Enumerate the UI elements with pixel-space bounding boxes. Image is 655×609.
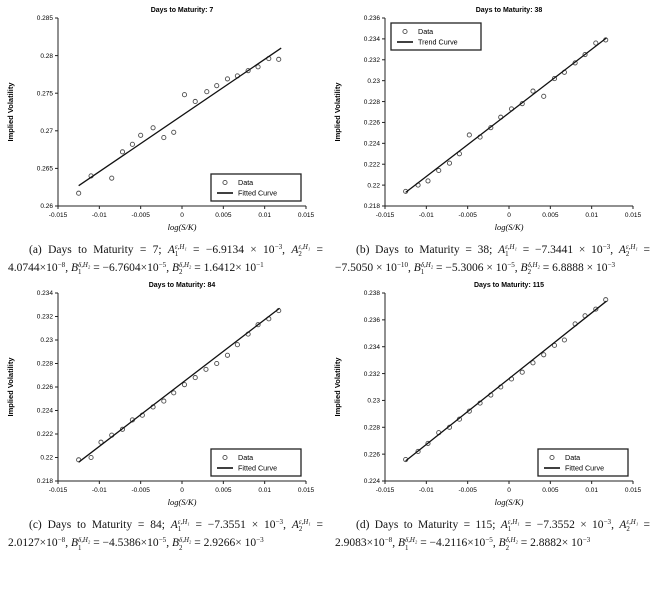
data-point xyxy=(77,191,81,195)
y-tick-label: 0.232 xyxy=(36,314,53,322)
x-tick-label: 0.015 xyxy=(297,212,315,219)
x-tick-label: 0.01 xyxy=(258,212,271,219)
x-axis-label: log(S/K) xyxy=(167,222,197,232)
y-tick-label: 0.236 xyxy=(363,15,380,23)
fit-line xyxy=(79,48,282,186)
legend-label: Data xyxy=(238,178,254,188)
y-tick-label: 0.26 xyxy=(40,203,53,211)
chart-title: Days to Maturity: 84 xyxy=(148,282,216,290)
y-tick-label: 0.228 xyxy=(363,98,380,106)
y-axis-label: Implied Volatility xyxy=(6,357,15,417)
y-tick-label: 0.222 xyxy=(363,161,380,169)
legend-label: Trend Curve xyxy=(418,37,458,47)
data-point xyxy=(437,168,441,172)
data-point xyxy=(205,90,209,94)
data-point xyxy=(193,376,197,380)
x-tick-label: 0.005 xyxy=(542,487,559,495)
y-tick-label: 0.226 xyxy=(36,384,53,392)
x-tick-label: 0.015 xyxy=(624,212,642,219)
y-tick-label: 0.232 xyxy=(363,371,380,379)
legend xyxy=(211,174,301,201)
x-tick-label: 0 xyxy=(180,212,184,219)
x-tick-label: 0.005 xyxy=(215,212,232,219)
data-point xyxy=(162,399,166,403)
x-tick-label: -0.015 xyxy=(48,487,68,495)
data-point xyxy=(215,362,219,366)
data-point xyxy=(447,161,451,165)
y-tick-label: 0.226 xyxy=(363,451,380,459)
y-tick-label: 0.275 xyxy=(36,90,53,98)
y-axis-label: Implied Volatility xyxy=(6,82,15,142)
data-point xyxy=(151,126,155,130)
data-point xyxy=(193,99,197,103)
data-point xyxy=(426,179,430,183)
x-tick-label: -0.005 xyxy=(131,212,150,219)
legend-label: Data xyxy=(238,453,254,463)
y-tick-label: 0.224 xyxy=(363,478,380,486)
panel-b xyxy=(327,2,654,277)
y-tick-label: 0.265 xyxy=(36,165,53,173)
legend xyxy=(538,449,628,476)
chart-title: Days to Maturity: 7 xyxy=(150,7,214,14)
data-point xyxy=(215,84,219,88)
plot-area xyxy=(333,282,642,507)
y-tick-label: 0.222 xyxy=(36,431,53,439)
y-tick-label: 0.234 xyxy=(363,344,380,352)
x-axis-label: log(S/K) xyxy=(167,497,197,508)
x-tick-label: 0 xyxy=(507,212,511,219)
y-tick-label: 0.226 xyxy=(363,119,380,127)
caption-a: (a) Days to Maturity = 7; A ε,H₁ 1 = $-6.9134 \times 10^{-3}$, A ε,H₁ 2 = $4.0744\times 10^{-8}$, B δ,H₂ 1 = $-6.7604\times 10^{-5}$, B δ,H₂ 2 = $1.6412\times 10^{-1}$ xyxy=(8,243,323,277)
plot-area xyxy=(6,282,315,507)
panel-a xyxy=(0,2,327,277)
x-tick-label: 0.01 xyxy=(585,487,598,495)
data-point xyxy=(120,150,124,154)
data-point xyxy=(172,391,176,395)
data-point xyxy=(110,176,114,180)
x-tick-label: -0.005 xyxy=(458,212,477,219)
data-point xyxy=(520,370,524,374)
x-axis-label: log(S/K) xyxy=(494,497,524,508)
x-tick-label: 0.015 xyxy=(624,487,642,495)
x-tick-label: -0.01 xyxy=(91,212,107,219)
caption-b: (b) Days to Maturity = 38; A ε,H₁ 1 = $-7.3441 \times 10^{-3}$, A ε,H₁ 2 = $-7.5050 \times 10^{-10}$, B δ,H₂ 1 = $-5.3006 \times 10^{-5}$, B δ,H₂ 2 = $6.8888 \times 10^{-3}$ xyxy=(335,243,650,277)
data-point xyxy=(235,343,239,347)
y-tick-label: 0.27 xyxy=(40,128,53,135)
scatter-series xyxy=(404,298,608,462)
data-point xyxy=(562,338,566,342)
x-tick-label: 0.01 xyxy=(258,487,271,495)
chart-title: Days to Maturity: 115 xyxy=(473,282,545,290)
y-tick-label: 0.23 xyxy=(367,397,380,405)
data-point xyxy=(225,353,229,357)
x-tick-label: -0.005 xyxy=(131,487,150,495)
legend-label: Fitted Curve xyxy=(238,463,278,473)
x-axis-label: log(S/K) xyxy=(494,222,524,232)
x-tick-label: -0.015 xyxy=(375,487,395,495)
y-tick-label: 0.234 xyxy=(36,290,53,298)
y-tick-label: 0.23 xyxy=(367,77,380,85)
y-tick-label: 0.224 xyxy=(363,140,380,148)
fit-line xyxy=(79,309,280,463)
plot-area xyxy=(333,7,642,232)
y-tick-label: 0.232 xyxy=(363,56,380,64)
y-tick-label: 0.218 xyxy=(36,478,53,486)
y-tick-label: 0.234 xyxy=(363,36,380,44)
x-tick-label: 0.01 xyxy=(585,212,598,219)
y-tick-label: 0.238 xyxy=(363,290,380,298)
x-tick-label: 0.015 xyxy=(297,487,315,495)
chart-days-to-maturity-115 xyxy=(327,277,652,514)
data-point xyxy=(172,130,176,134)
plot-area xyxy=(6,7,315,232)
panel-d xyxy=(327,277,654,552)
y-tick-label: 0.285 xyxy=(36,15,53,23)
panel-c xyxy=(0,277,327,552)
caption-c: (c) Days to Maturity = 84; A ε,H₁ 1 = $-7.3551 \times 10^{-3}$, A ε,H₁ 2 = $2.0127\times 10^{-8}$, B δ,H₂ 1 = $-4.5386\times 10^{-5}$, B δ,H₂ 2 = $2.9266\times 10^{-3}$ xyxy=(8,518,323,552)
x-tick-label: -0.015 xyxy=(375,212,395,219)
caption-d: (d) Days to Maturity = 115; A ε,H₁ 1 = $-7.3552 \times 10^{-3}$, A ε,H₁ 2 = $2.9083\times 10^{-8}$, B δ,H₂ 1 = $-4.2116\times 10^{-5}$, B δ,H₂ 2 = $2.8882\times 10^{-3}$ xyxy=(335,518,650,552)
legend xyxy=(211,449,301,476)
data-point xyxy=(277,57,281,61)
data-point xyxy=(182,93,186,97)
y-tick-label: 0.23 xyxy=(40,337,53,345)
legend-label: Fitted Curve xyxy=(565,463,605,473)
data-point xyxy=(130,142,134,146)
y-tick-label: 0.22 xyxy=(367,182,380,190)
fit-line xyxy=(406,301,607,461)
chart-days-to-maturity-7 xyxy=(0,2,325,239)
y-tick-label: 0.228 xyxy=(36,361,53,369)
x-tick-label: -0.01 xyxy=(418,212,434,219)
legend-label: Data xyxy=(565,453,581,463)
y-tick-label: 0.22 xyxy=(40,455,53,463)
y-tick-label: 0.28 xyxy=(40,52,53,60)
data-point xyxy=(542,94,546,98)
fit-line xyxy=(406,38,607,193)
y-tick-label: 0.224 xyxy=(36,408,53,416)
x-tick-label: 0.005 xyxy=(542,212,559,219)
data-point xyxy=(182,383,186,387)
data-point xyxy=(467,133,471,137)
data-point xyxy=(89,456,93,460)
y-tick-label: 0.236 xyxy=(363,317,380,325)
chart-title: Days to Maturity: 38 xyxy=(475,7,543,14)
x-tick-label: 0 xyxy=(507,487,511,495)
x-tick-label: 0 xyxy=(180,487,184,495)
data-point xyxy=(162,135,166,139)
x-tick-label: -0.005 xyxy=(458,487,477,495)
y-axis-label: Implied Volatility xyxy=(333,357,342,417)
data-point xyxy=(139,133,143,137)
y-axis-label: Implied Volatility xyxy=(333,82,342,142)
data-point xyxy=(542,353,546,357)
x-tick-label: -0.015 xyxy=(48,212,68,219)
x-tick-label: -0.01 xyxy=(418,487,434,495)
data-point xyxy=(225,77,229,81)
legend-label: Fitted Curve xyxy=(238,188,278,198)
chart-days-to-maturity-38 xyxy=(327,2,652,239)
x-tick-label: 0.005 xyxy=(215,487,232,495)
legend-label: Data xyxy=(418,27,434,37)
y-tick-label: 0.228 xyxy=(363,424,380,432)
chart-days-to-maturity-84 xyxy=(0,277,325,514)
x-tick-label: -0.01 xyxy=(91,487,107,495)
y-tick-label: 0.218 xyxy=(363,203,380,211)
legend xyxy=(391,23,481,50)
data-point xyxy=(204,368,208,372)
